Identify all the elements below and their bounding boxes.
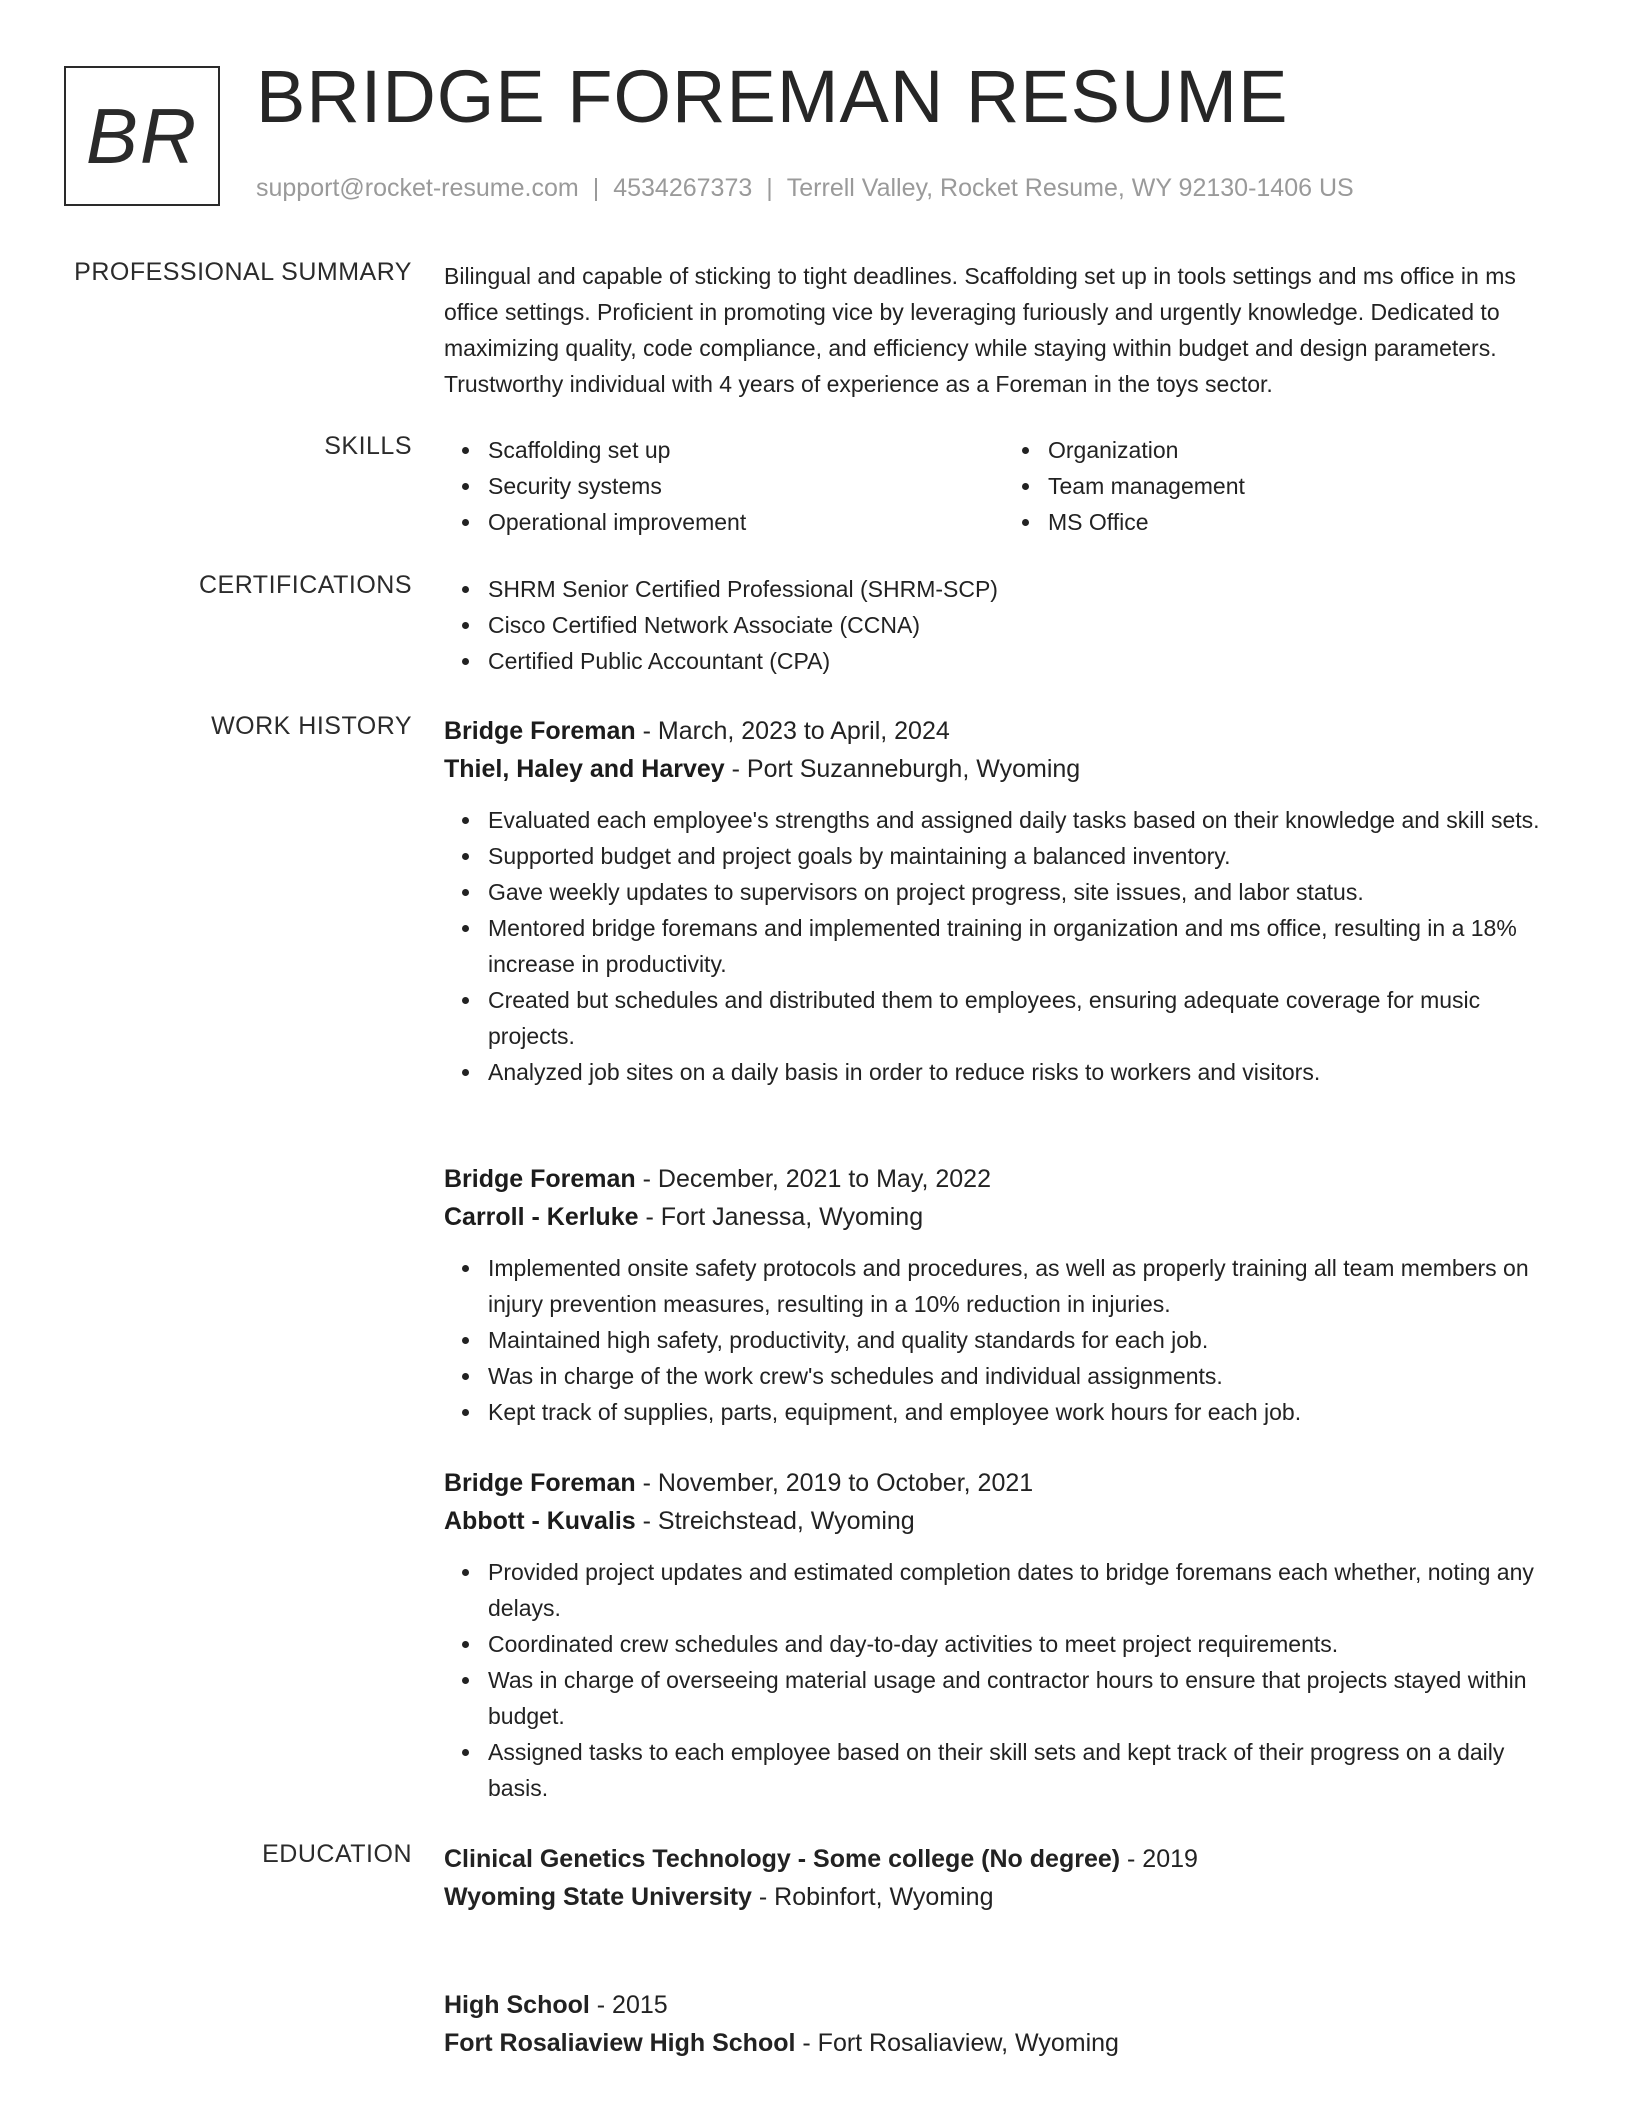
certification-item: SHRM Senior Certified Professional (SHRM-SCP): [488, 571, 1564, 607]
contact-address: Terrell Valley, Rocket Resume, WY 92130-1406 US: [786, 174, 1354, 202]
job-dates: - November, 2019 to October, 2021: [635, 1469, 1034, 1497]
education-school: Fort Rosaliaview High School: [444, 2029, 796, 2057]
certification-item: Certified Public Accountant (CPA): [488, 643, 1564, 679]
job-bullet: Analyzed job sites on a daily basis in order to reduce risks to workers and visitors.: [488, 1054, 1564, 1090]
education-school-line: [444, 1878, 1564, 1916]
education-degree-line: [444, 1840, 1564, 1878]
job-location: - Port Suzanneburgh, Wyoming: [724, 755, 1081, 783]
job-bullet: Provided project updates and estimated completion dates to bridge foremans each whether, noting any delays.: [488, 1554, 1564, 1626]
separator: |: [592, 174, 600, 202]
job-location: - Fort Janessa, Wyoming: [638, 1203, 924, 1231]
education-school: Wyoming State University: [444, 1883, 752, 1911]
education-year: - 2015: [589, 1991, 668, 2019]
section-label-skills: SKILLS: [324, 432, 412, 460]
job-company-line: [444, 1502, 1564, 1540]
skill-item: MS Office: [1048, 504, 1564, 540]
contact-line: [256, 174, 1354, 203]
job-company: Abbott - Kuvalis: [444, 1507, 636, 1535]
summary-text: Bilingual and capable of sticking to tight deadlines. Scaffolding set up in tools settings and ms office in ms office settings. Proficient in promoting vice by leveraging furiously and urgently knowledge. Dedicated to maximizing quality, code compliance, and efficiency while staying within budget and design parameters. Trustworthy individual with 4 years of experience as a Foreman in the toys sector.: [444, 263, 1516, 397]
job-company: Thiel, Haley and Harvey: [444, 755, 725, 783]
skill-item: Team management: [1048, 468, 1564, 504]
job-bullet: Coordinated crew schedules and day-to-day activities to meet project requirements.: [488, 1626, 1564, 1662]
resume-title: BRIDGE FOREMAN RESUME: [256, 55, 1289, 138]
certification-item: Cisco Certified Network Associate (CCNA): [488, 607, 1564, 643]
education-year: - 2019: [1120, 1845, 1198, 1873]
separator: |: [766, 174, 773, 202]
job-bullet: Maintained high safety, productivity, and quality standards for each job.: [488, 1322, 1564, 1358]
section-label-education: EDUCATION: [262, 1840, 412, 1868]
skill-item: Operational improvement: [488, 504, 1004, 540]
job-bullet: Supported budget and project goals by maintaining a balanced inventory.: [488, 838, 1564, 874]
education-location: - Robinfort, Wyoming: [751, 1883, 994, 1911]
job-bullets: [444, 802, 1564, 1090]
job-title: Bridge Foreman: [444, 1165, 636, 1193]
job-location: - Streichstead, Wyoming: [635, 1507, 915, 1535]
section-label-work-history: WORK HISTORY: [211, 712, 412, 740]
skills-list-right: [1004, 432, 1564, 540]
skill-item: Scaffolding set up: [488, 432, 1004, 468]
education-school-line: [444, 2024, 1564, 2062]
contact-phone[interactable]: 4534267373: [613, 174, 753, 202]
skills-list-left: [444, 432, 1004, 540]
job-bullet: Was in charge of the work crew's schedules and individual assignments.: [488, 1358, 1564, 1394]
education-location: - Fort Rosaliaview, Wyoming: [795, 2029, 1119, 2057]
education-degree: Clinical Genetics Technology - Some college (No degree): [444, 1845, 1121, 1873]
job-bullet: Mentored bridge foremans and implemented training in organization and ms office, resulting in a 18% increase in productivity.: [488, 910, 1564, 982]
job-bullet: Assigned tasks to each employee based on their skill sets and kept track of their progress on a daily basis.: [488, 1734, 1564, 1806]
job-company-line: [444, 750, 1564, 788]
job-company-line: [444, 1198, 1564, 1236]
job-bullet: Evaluated each employee's strengths and assigned daily tasks based on their knowledge and skill sets.: [488, 802, 1564, 838]
job-dates: - December, 2021 to May, 2022: [635, 1165, 991, 1193]
skill-item: Organization: [1048, 432, 1564, 468]
section-label-certifications: CERTIFICATIONS: [198, 571, 412, 599]
job-company: Carroll - Kerluke: [444, 1203, 639, 1231]
job-bullet: Implemented onsite safety protocols and procedures, as well as properly training all team members on injury prevention measures, resulting in a 10% reduction in injuries.: [488, 1250, 1564, 1322]
education-degree: High School: [444, 1991, 590, 2019]
job-title-line: [444, 1160, 1564, 1198]
job-dates: - March, 2023 to April, 2024: [635, 717, 950, 745]
job-bullets: [444, 1554, 1564, 1806]
monogram-logo: BR: [64, 66, 220, 206]
job-bullet: Was in charge of overseeing material usage and contractor hours to ensure that projects stayed within budget.: [488, 1662, 1564, 1734]
section-label-summary: PROFESSIONAL SUMMARY: [74, 258, 412, 286]
job-bullet: Gave weekly updates to supervisors on project progress, site issues, and labor status.: [488, 874, 1564, 910]
certifications-list: [444, 571, 1564, 679]
skill-item: Security systems: [488, 468, 1004, 504]
contact-email[interactable]: support@rocket-resume.com: [256, 174, 579, 202]
job-bullet: Kept track of supplies, parts, equipment, and employee work hours for each job.: [488, 1394, 1564, 1430]
education-degree-line: [444, 1986, 1564, 2024]
job-title-line: [444, 1464, 1564, 1502]
job-bullet: Created but schedules and distributed them to employees, ensuring adequate coverage for music projects.: [488, 982, 1564, 1054]
job-title: Bridge Foreman: [444, 717, 636, 745]
job-title-line: [444, 712, 1564, 750]
job-bullets: [444, 1250, 1564, 1430]
job-title: Bridge Foreman: [444, 1469, 636, 1497]
